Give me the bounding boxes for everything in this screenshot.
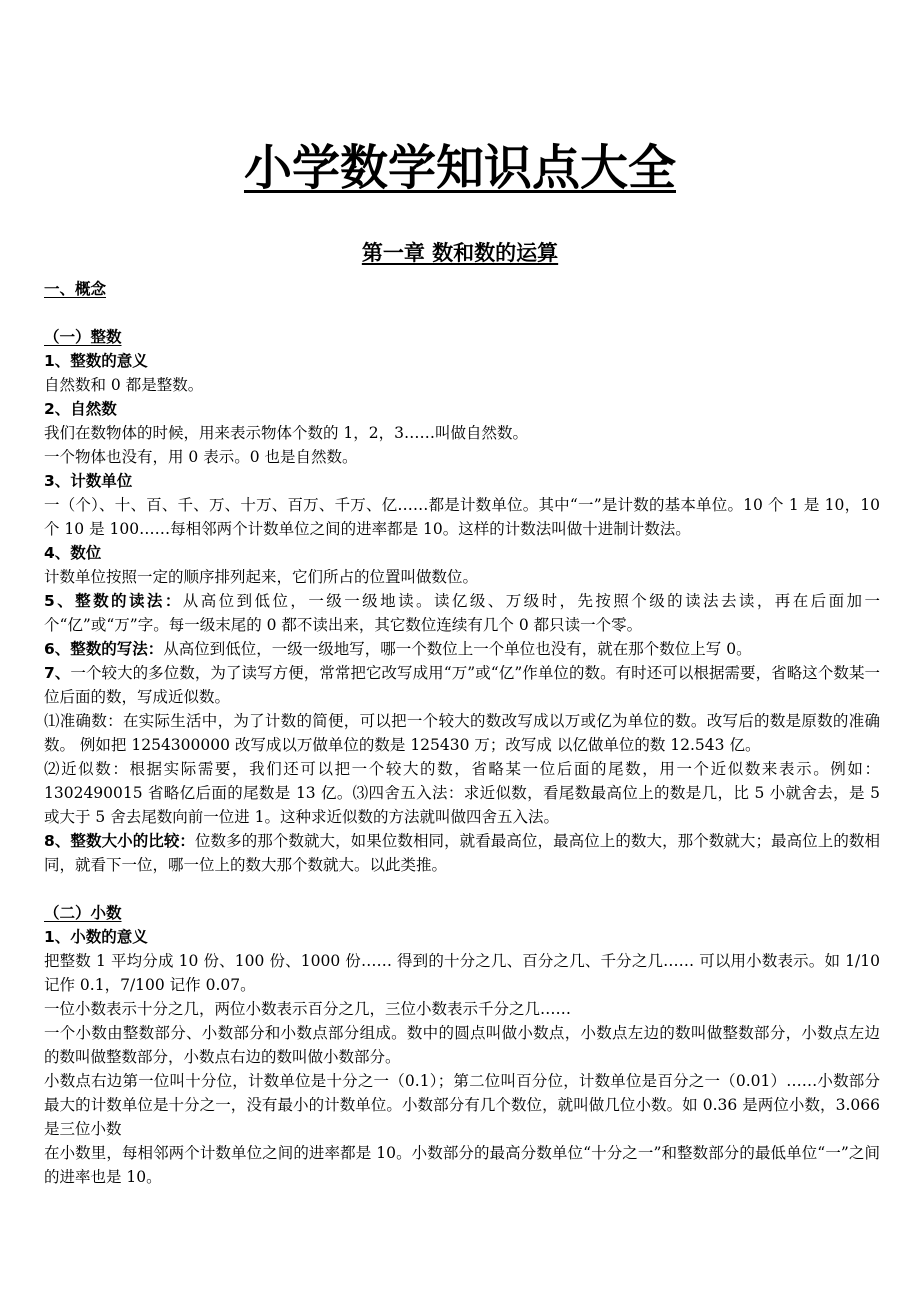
paragraph bbox=[44, 637, 880, 661]
paragraph: 我们在数物体的时候，用来表示物体个数的 1，2，3……叫做自然数。 bbox=[44, 424, 529, 442]
inline-text: 一个较大的多位数，为了读写方便，常常把它改写成用“万”或“亿”作单位的数。有时还可以根据需要，省略这个数某一位后面的数，写成近似数。 bbox=[44, 664, 880, 706]
paragraph: 一位小数表示十分之几，两位小数表示百分之几，三位小数表示千分之几…… bbox=[44, 1000, 572, 1018]
paragraph: 一（个）、十、百、千、万、十万、百万、千万、亿……都是计数单位。其中“一”是计数的基本单位。10 个 1 是 10，10 个 10 是 100……每相邻两个计数单位之间的进率都是 10。这样的计数法叫做十进制计数法。 bbox=[44, 496, 880, 538]
inline-label: 8、整数大小的比较： bbox=[44, 832, 195, 850]
item-title: 1、整数的意义 bbox=[44, 352, 148, 370]
paragraph: 自然数和 0 都是整数。 bbox=[44, 376, 204, 394]
paragraph bbox=[44, 661, 880, 709]
inline-label: 7、 bbox=[44, 664, 71, 682]
paragraph bbox=[44, 829, 880, 877]
paragraph: 计数单位按照一定的顺序排列起来，它们所占的位置叫做数位。 bbox=[44, 568, 479, 586]
inline-text: 从高位到低位，一级一级地写，哪一个数位上一个单位也没有，就在那个数位上写 0。 bbox=[163, 640, 752, 658]
item-title: 1、小数的意义 bbox=[44, 928, 148, 946]
paragraph: 在小数里，每相邻两个计数单位之间的进率都是 10。小数部分的最高分数单位“十分之一”和整数部分的最低单位“一”之间的进率也是 10。 bbox=[44, 1144, 880, 1186]
item-title: 2、自然数 bbox=[44, 400, 117, 418]
inline-label: 5、整数的读法： bbox=[44, 592, 183, 610]
inline-label: 6、整数的写法： bbox=[44, 640, 164, 658]
inline-text: 从高位到低位，一级一级地读。读亿级、万级时，先按照个级的读法去读，再在后面加一个“亿”或“万”字。每一级末尾的 0 都不读出来，其它数位连续有几个 0 都只读一个零。 bbox=[44, 592, 880, 634]
paragraph bbox=[44, 589, 880, 637]
paragraph: 一个小数由整数部分、小数部分和小数点部分组成。数中的圆点叫做小数点，小数点左边的数叫做整数部分，小数点左边的数叫做整数部分，小数点右边的数叫做小数部分。 bbox=[44, 1024, 880, 1066]
chapter-heading: 第一章 数和数的运算 bbox=[361, 241, 559, 265]
item-title: 4、数位 bbox=[44, 544, 102, 562]
paragraph: 小数点右边第一位叫十分位，计数单位是十分之一（0.1）；第二位叫百分位，计数单位是百分之一（0.01）……小数部分最大的计数单位是十分之一，没有最小的计数单位。小数部分有几个数位，就叫做几位小数。如 0.36 是两位小数，3.066 是三位小数 bbox=[44, 1072, 880, 1138]
subsection-heading-integers: （一）整数 bbox=[44, 328, 122, 346]
subsection-heading-decimals: （二）小数 bbox=[44, 904, 122, 922]
document-body bbox=[44, 277, 880, 1189]
section-heading-concepts: 一、概念 bbox=[44, 280, 107, 298]
document-title: 小学数学知识点大全 bbox=[243, 140, 676, 196]
item-title: 3、计数单位 bbox=[44, 472, 133, 490]
paragraph: 把整数 1 平均分成 10 份、100 份、1000 份…… 得到的十分之几、百分之几、千分之几…… 可以用小数表示。如 1/10 记作 0.1，7/100 记作 0.07。 bbox=[44, 952, 880, 994]
paragraph: 一个物体也没有，用 0 表示。0 也是自然数。 bbox=[44, 448, 358, 466]
paragraph: ⑵近似数：根据实际需要，我们还可以把一个较大的数，省略某一位后面的尾数，用一个近似数来表示。例如：1302490015 省略亿后面的尾数是 13 亿。⑶四舍五入法：求近似数，看尾数最高位上的数是几，比 5 小就舍去，是 5 或大于 5 舍去尾数向前一位进 1。这种求近似数的方法就叫做四舍五入法。 bbox=[44, 760, 880, 826]
inline-text: 位数多的那个数就大，如果位数相同，就看最高位，最高位上的数大，那个数就大；最高位上的数相同，就看下一位，哪一位上的数大那个数就大。以此类推。 bbox=[44, 832, 880, 874]
paragraph: ⑴准确数：在实际生活中，为了计数的简便，可以把一个较大的数改写成以万或亿为单位的数。改写后的数是原数的准确数。 例如把 1254300000 改写成以万做单位的数是 125430 万；改写成 以亿做单位的数 12.543 亿。 bbox=[44, 712, 880, 754]
